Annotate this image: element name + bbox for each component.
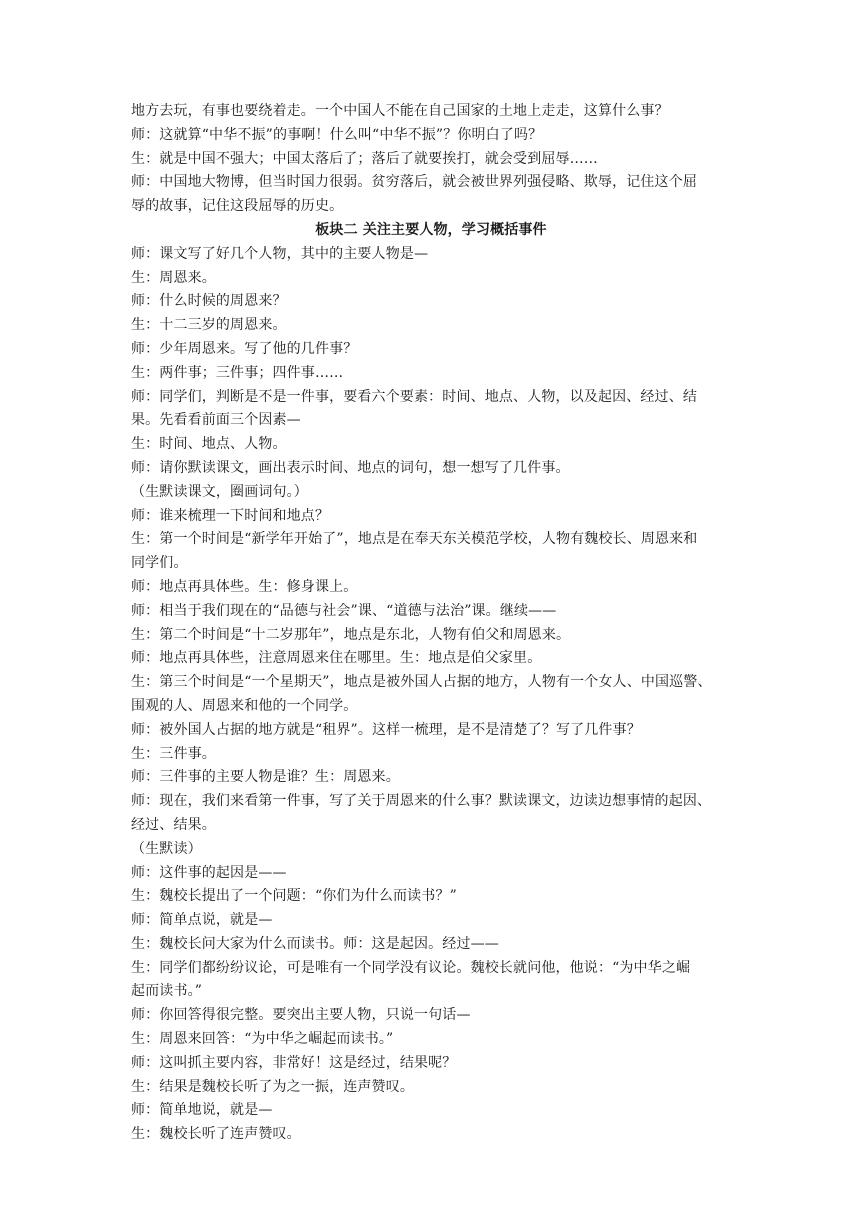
text-line: 师：简单地说，就是— [131, 1102, 273, 1119]
text-line: 生：同学们都纷纷议论，可是唯有一个同学没有议论。魏校长就问他，他说：“为中华之崛 [131, 959, 691, 976]
text-line: 生：第三个时间是“一个星期天”，地点是被外国人占据的地方，人物有一个女人、中国巡警、 [131, 674, 712, 691]
document-page [131, 100, 731, 1147]
text-line: 辱的故事，记住这段屈辱的历史。 [131, 198, 344, 215]
section-heading: 板块二 关注主要人物，学习概括事件 [315, 221, 547, 238]
text-line: 师：少年周恩来。写了他的几件事？ [131, 340, 358, 357]
text-line: 师：谁来梳理一下时间和地点？ [131, 507, 330, 524]
text-line: 经过、结果。 [131, 816, 216, 833]
text-line: 地方去玩，有事也要绕着走。一个中国人不能在自己国家的土地上走走，这算什么事？ [131, 103, 669, 119]
text-line: （生默读） [131, 840, 202, 857]
text-line: 师：这叫抓主要内容，非常好！这是经过，结果呢？ [131, 1054, 457, 1071]
text-line: 生：三件事。 [131, 745, 216, 762]
text-line: 师：什么时候的周恩来？ [131, 293, 287, 310]
text-line: 师：简单点说，就是— [131, 912, 273, 929]
text-line: 生：第一个时间是“新学年开始了”，地点是在奉天东关模范学校，人物有魏校长、周恩来和 [131, 531, 698, 548]
text-line: 生：时间、地点、人物。 [131, 436, 287, 453]
text-line: 生：两件事；三件事；四件事…… [131, 364, 344, 381]
text-line: 果。先看看前面三个因素— [131, 412, 301, 429]
text-line: 师：地点再具体些，注意周恩来住在哪里。生：地点是伯父家里。 [131, 650, 542, 667]
text-line: 师：相当于我们现在的“品德与社会”课、“道德与法治”课。继续—— [131, 602, 557, 619]
text-line: 师：被外国人占据的地方就是“租界”。这样一梳理，是不是清楚了？写了几件事？ [131, 721, 641, 738]
text-line: 生：第二个时间是“十二岁那年”，地点是东北，人物有伯父和周恩来。 [131, 626, 571, 643]
text-line: 生：魏校长问大家为什么而读书。师：这是起因。经过—— [131, 935, 499, 952]
text-line: 师：你回答得很完整。要突出主要人物，只说一句话— [131, 1007, 471, 1024]
text-line: （生默读课文，圈画词句。） [131, 483, 308, 500]
text-line: 起而读书。” [131, 983, 203, 1000]
text-line: 生：结果是魏校长听了为之一振，连声赞叹。 [131, 1078, 414, 1095]
text-line: 师：三件事的主要人物是谁？生：周恩来。 [131, 769, 400, 786]
text-line: 围观的人、周恩来和他的一个同学。 [131, 697, 358, 714]
text-line: 同学们。 [131, 555, 188, 572]
text-line: 师：这就算“中华不振”的事啊！什么叫“中华不振”？你明白了吗？ [131, 126, 543, 143]
text-line: 生：周恩来回答：“为中华之崛起而读书。” [131, 1031, 394, 1048]
text-line: 师：现在，我们来看第一件事，写了关于周恩来的什么事？默读课文，边读边想事情的起因、 [131, 793, 712, 810]
text-line: 生：周恩来。 [131, 269, 216, 286]
text-line: 师：地点再具体些。生：修身课上。 [131, 578, 358, 595]
text-line: 师：中国地大物博，但当时国力很弱。贫穷落后，就会被世界列强侵略、欺辱，记住这个屈 [131, 174, 697, 191]
text-line: 师：课文写了好几个人物，其中的主要人物是— [131, 245, 429, 262]
text-line: 生：就是中国不强大；中国太落后了；落后了就要挨打，就会受到屈辱…… [131, 150, 598, 167]
text-line: 师：同学们，判断是不是一件事，要看六个要素：时间、地点、人物，以及起因、经过、结 [131, 388, 697, 405]
text-line: 生：魏校长听了连声赞叹。 [131, 1126, 301, 1143]
text-line: 师：请你默读课文，画出表示时间、地点的词句，想一想写了几件事。 [131, 459, 570, 476]
text-line: 生：十二三岁的周恩来。 [131, 317, 287, 334]
text-line: 生：魏校长提出了一个问题：“你们为什么而读书？” [131, 888, 457, 905]
text-line: 师：这件事的起因是—— [131, 864, 287, 881]
